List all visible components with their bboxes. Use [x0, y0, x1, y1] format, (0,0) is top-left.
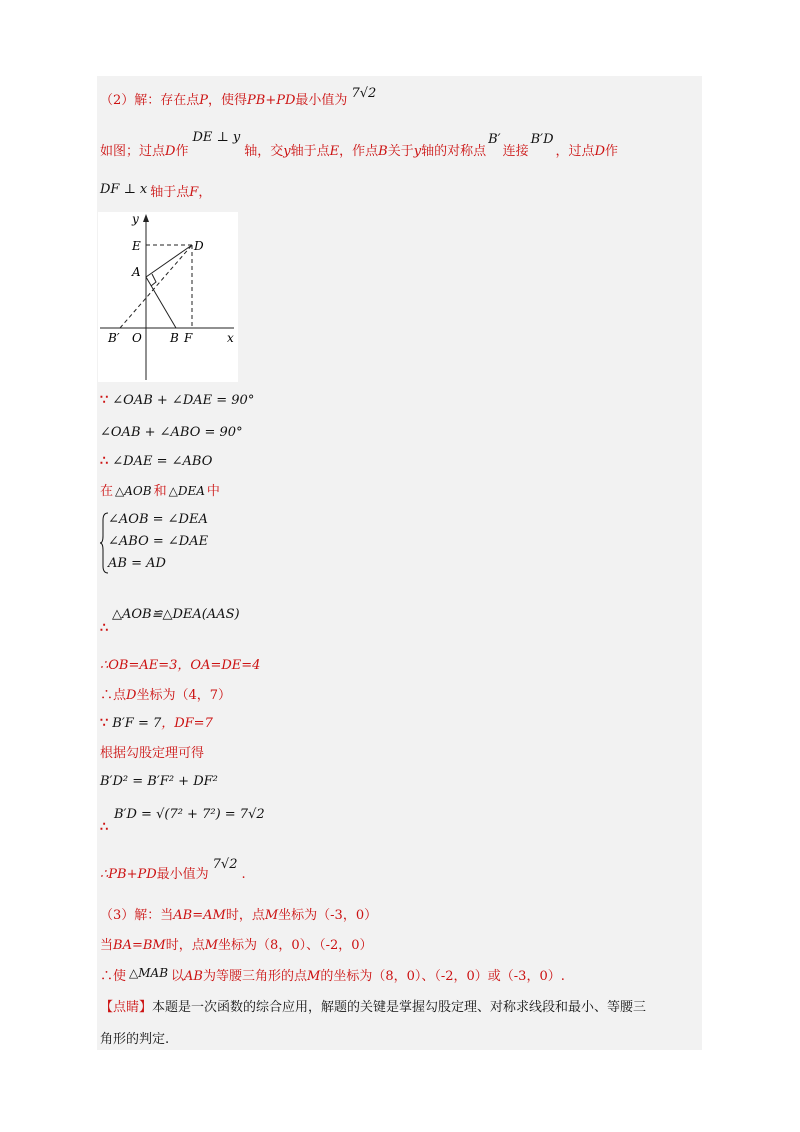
equation: ∠DAE = ∠ABO [112, 454, 213, 469]
system-row-2: ∠ABO = ∠DAE [108, 534, 209, 549]
therefore-symbol: ∴ [100, 621, 109, 636]
text: ，过点 [555, 144, 595, 159]
right-angle-mark [151, 274, 156, 286]
text: AB=AM [173, 908, 226, 923]
comment-text: 本题是一次函数的综合应用，解题的关键是掌握勾股定理、对称求线段和最小、等腰三 [152, 1000, 647, 1015]
proof-coord-d [100, 687, 231, 705]
text: 关于 [387, 144, 414, 159]
text: M [264, 908, 279, 923]
therefore-symbol: ∴ [100, 820, 109, 835]
text: P [199, 93, 209, 108]
proof-line-1 [100, 392, 254, 410]
part3-line2 [100, 937, 373, 955]
segment-bprime-d [120, 245, 192, 328]
text: 当 [100, 938, 114, 953]
text: 坐标为（4，7） [136, 688, 231, 703]
part3-line3 [100, 967, 565, 986]
math-perp: DE ⊥ y [192, 130, 241, 145]
text: 最小值为 [295, 93, 348, 108]
proof-lengths [100, 657, 260, 675]
text: 轴的对称点 [421, 144, 487, 159]
system-row-3: AB = AD [108, 556, 166, 571]
text: 为等腰三角形的点 [202, 969, 307, 984]
text: 的坐标为（8，0）、（-2，0）或（-3，0）. [320, 969, 565, 984]
label-d: D [194, 239, 204, 253]
label-e: E [132, 239, 141, 253]
text: PB+PD [247, 93, 296, 108]
text: 和 [153, 484, 167, 499]
text: 在 [100, 484, 114, 499]
label-b: B [170, 331, 179, 345]
proof-pyth-eq [100, 773, 218, 791]
because-symbol: ∵ [100, 716, 109, 731]
proof-line-2 [100, 424, 243, 442]
label-x: x [227, 331, 234, 345]
text: y [413, 144, 422, 159]
proof-bf [100, 715, 213, 733]
math-bprime-d: B′D [530, 132, 554, 147]
proof-pyth-text [100, 745, 204, 763]
text: BA=BM [113, 938, 166, 953]
equation: B′F = 7 [112, 716, 162, 731]
text: ∴使 [100, 969, 127, 984]
math-triangle: △MAB [129, 966, 169, 980]
text: （2）解：存在点 [100, 93, 200, 108]
text: D [126, 688, 137, 703]
system-row-1: ∠AOB = ∠DEA [108, 512, 208, 527]
y-axis-arrow-icon [143, 214, 149, 222]
label-a: A [132, 265, 141, 279]
text: ∴OB=AE=3，OA=DE=4 [100, 658, 261, 673]
label-y: y [132, 212, 139, 226]
equation: ∠OAB + ∠ABO = 90° [100, 425, 243, 440]
equation: ∠OAB + ∠DAE = 90° [112, 393, 255, 408]
part2-line2 [100, 130, 619, 161]
proof-line-3 [100, 453, 212, 471]
proof-min [100, 857, 246, 884]
label-o: O [132, 331, 142, 345]
comment-tag: 【点睛】 [100, 1000, 153, 1015]
text: 作 [175, 144, 189, 159]
label-bprime: B′ [108, 331, 120, 345]
part2-line3 [100, 184, 211, 202]
math-triangle: △AOB [115, 484, 152, 498]
text: ∴点 [100, 688, 127, 703]
part2-line1 [100, 86, 377, 110]
proof-bd [100, 806, 265, 824]
comment-line2 [100, 1031, 169, 1049]
text: B [378, 144, 388, 159]
segment-ad [146, 245, 192, 277]
text: 时，点 [165, 938, 205, 953]
proof-line-4 [100, 482, 220, 501]
text: 坐标为（-3，0） [278, 908, 378, 923]
math-triangle: △DEA [168, 484, 205, 498]
text: 轴于点 [150, 185, 190, 200]
figure-svg [98, 212, 238, 382]
text: D [165, 144, 176, 159]
geometry-figure [98, 212, 238, 382]
text: ，使得 [208, 93, 248, 108]
text: M [204, 938, 219, 953]
math-perp: DF ⊥ x [100, 182, 148, 197]
proof-congruent-therefore [100, 620, 108, 638]
text: 时，点 [225, 908, 265, 923]
equation: B′D² = B′F² + DF² [100, 774, 218, 789]
text: ， [198, 185, 212, 200]
text: ∴PB+PD [100, 867, 157, 882]
part3-line1 [100, 907, 377, 925]
math-value: 7√2 [212, 857, 238, 872]
text: 连接 [502, 144, 529, 159]
text: 中 [206, 484, 220, 499]
therefore-symbol: ∴ [100, 454, 109, 469]
text: 根据勾股定理可得 [100, 746, 205, 761]
comment-line1 [100, 999, 646, 1017]
label-f: F [184, 331, 193, 345]
text: . [241, 867, 246, 882]
because-symbol: ∵ [100, 393, 109, 408]
text: 最小值为 [156, 867, 209, 882]
text: 轴，交 [244, 144, 284, 159]
text: D [594, 144, 605, 159]
proof-bd-therefore [100, 819, 108, 837]
text: AB [184, 969, 203, 984]
text: ，DF=7 [161, 716, 213, 731]
proof-congruent [100, 606, 240, 624]
math-value: 7√2 [351, 86, 377, 101]
text: M [307, 969, 321, 984]
text: （3）解：当 [100, 908, 174, 923]
text: E [329, 144, 340, 159]
segment-ab [146, 277, 176, 328]
math-bprime: B′ [488, 132, 501, 147]
text: ，作点 [339, 144, 379, 159]
comment-text: 角形的判定. [100, 1032, 170, 1047]
text: 以 [171, 969, 185, 984]
equation: △AOB≌△DEA(AAS) [112, 607, 240, 622]
text: 作 [605, 144, 619, 159]
text: F [189, 185, 199, 200]
text: y [283, 144, 291, 159]
equation: B′D = √(7² + 7²) = 7√2 [114, 807, 265, 822]
text: 如图；过点 [100, 144, 166, 159]
text: 轴于点 [290, 144, 330, 159]
text: 坐标为（8，0）、（-2，0） [218, 938, 373, 953]
